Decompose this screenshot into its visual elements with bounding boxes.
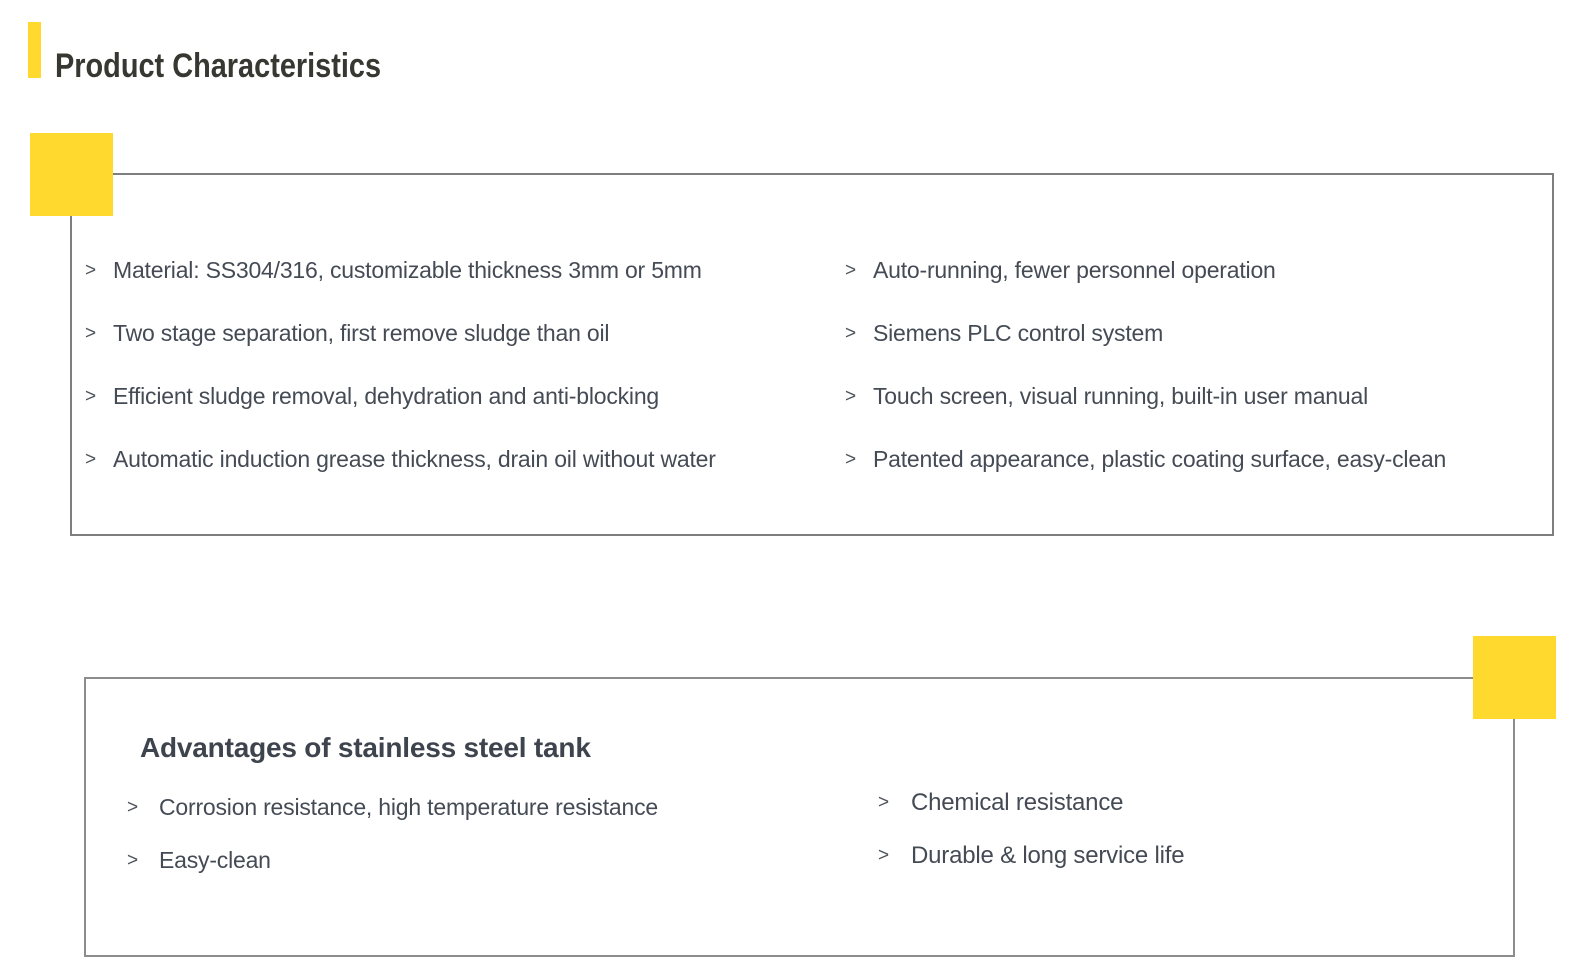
advantage-item [127, 834, 658, 887]
feature-item-label: Patented appearance, plastic coating surface, easy-clean [873, 446, 1447, 472]
bullet-marker-icon: > [127, 849, 139, 871]
bullet-marker-icon: > [878, 844, 890, 866]
feature-item [845, 365, 1549, 428]
bullet-marker-icon: > [85, 259, 97, 281]
bullet-marker-icon: > [127, 796, 139, 818]
page-title: Product Characteristics [55, 46, 382, 85]
feature-item [845, 239, 1549, 302]
feature-item [85, 428, 837, 491]
advantage-item [127, 781, 658, 834]
feature-item-label: Material: SS304/316, customizable thickness 3mm or 5mm [113, 257, 702, 283]
feature-item-label: Two stage separation, first remove sludge than oil [113, 320, 610, 346]
feature-item-label: Efficient sludge removal, dehydration and anti-blocking [113, 383, 660, 409]
bullet-marker-icon: > [85, 385, 97, 407]
bullet-marker-icon: > [85, 448, 97, 470]
feature-item-label: Siemens PLC control system [873, 320, 1164, 346]
advantage-item [878, 776, 1184, 829]
advantages-column-right [878, 776, 1184, 882]
feature-item-label: Automatic induction grease thickness, drain oil without water [113, 446, 716, 472]
bullet-marker-icon: > [845, 322, 857, 344]
bullet-marker-icon: > [85, 322, 97, 344]
advantages-box [84, 677, 1515, 957]
bullet-marker-icon: > [845, 448, 857, 470]
bullet-marker-icon: > [878, 791, 890, 813]
advantage-item-label: Easy-clean [159, 847, 271, 873]
advantage-item-label: Durable & long service life [911, 841, 1185, 869]
bullet-marker-icon: > [845, 259, 857, 281]
advantage-item-label: Chemical resistance [911, 788, 1124, 816]
advantages-box-accent-square [1473, 636, 1556, 719]
feature-item-label: Auto-running, fewer personnel operation [873, 257, 1276, 283]
title-accent-bar [28, 22, 41, 78]
bullet-marker-icon: > [845, 385, 857, 407]
feature-item [85, 239, 837, 302]
feature-item [85, 302, 837, 365]
advantages-title: Advantages of stainless steel tank [140, 732, 591, 764]
feature-item [845, 302, 1549, 365]
advantage-item [878, 829, 1184, 882]
feature-item [845, 428, 1549, 491]
feature-item [85, 365, 837, 428]
features-box-accent-square [30, 133, 113, 216]
features-box [70, 173, 1554, 536]
features-column-left [85, 239, 837, 491]
features-column-right [845, 239, 1549, 491]
advantages-column-left [127, 781, 658, 887]
advantage-item-label: Corrosion resistance, high temperature resistance [159, 794, 658, 820]
feature-item-label: Touch screen, visual running, built-in user manual [873, 383, 1368, 409]
